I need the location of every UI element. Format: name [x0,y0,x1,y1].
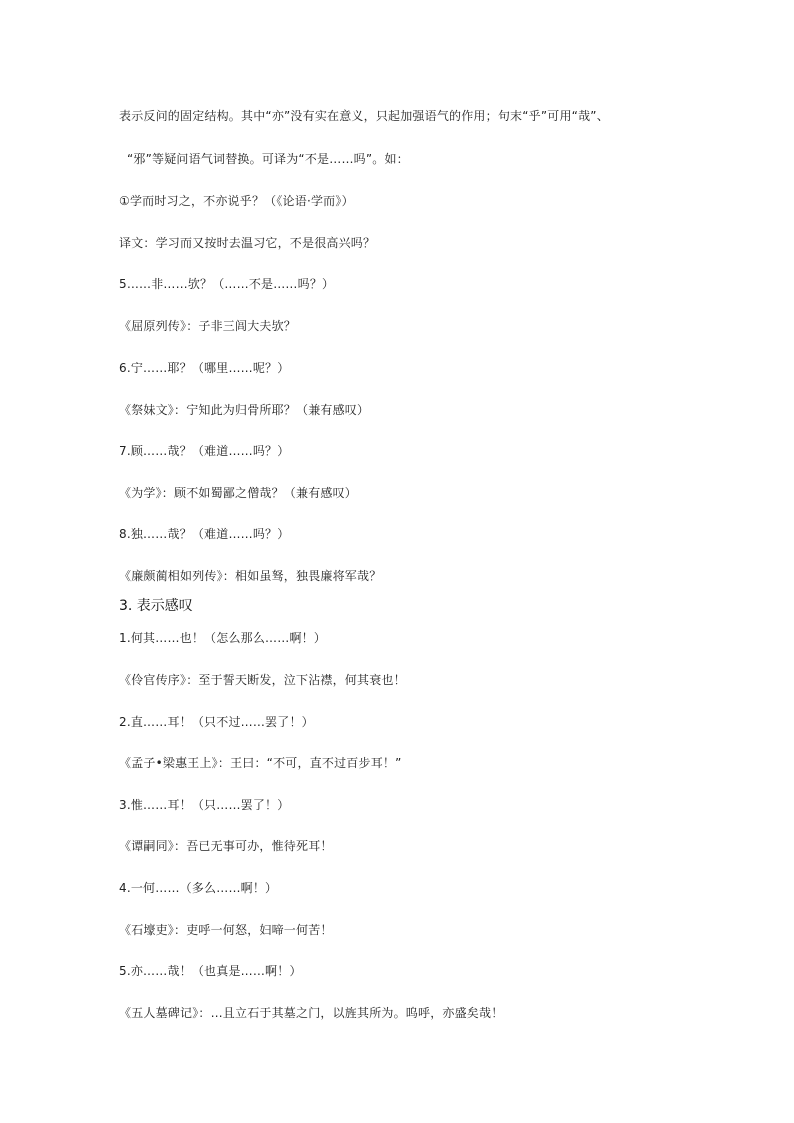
pattern-line: 4.一何……（多么……啊！） [119,881,278,895]
example-line: 《石壕吏》：吏呼一何怒，妇啼一何苦！ [119,923,333,937]
section-heading: 3. 表示感叹 [119,598,193,614]
translation-line: 译文：学习而又按时去温习它，不是很高兴吗？ [119,236,376,250]
pattern-line: 2.直……耳！（只不过……罢了！） [119,715,314,729]
paragraph-line: 表示反问的固定结构。其中“亦”没有实在意义，只起加强语气的作用；句末“乎”可用“哉”、 [119,109,609,123]
example-line: 《五人墓碑记》：…且立石于其墓之门，以旌其所为。呜呼，亦盛矣哉！ [119,1006,504,1020]
pattern-line: 6.宁……耶？（哪里……呢？） [119,361,290,375]
pattern-line: 8.独……哉？（难道……吗？） [119,527,290,541]
pattern-line: 7.顾……哉？（难道……吗？） [119,444,290,458]
example-line: 《廉颇蔺相如列传》：相如虽驽，独畏廉将军哉？ [119,569,382,583]
example-line: 《屈原列传》：子非三闾大夫欤？ [119,319,297,333]
paragraph-line: “邪”等疑问语气词替换。可译为“不是……吗”。如： [127,152,409,166]
example-line: 《为学》：顾不如蜀鄙之僧哉？（兼有感叹） [119,486,358,500]
pattern-line: 5……非……欤？（……不是……吗？） [119,277,335,291]
pattern-line: 1.何其……也！（怎么那么……啊！） [119,631,327,645]
example-line: 《伶官传序》：至于誓天断发，泣下沾襟，何其衰也！ [119,673,406,687]
example-line: 《祭妹文》：宁知此为归骨所耶？（兼有感叹） [119,403,370,417]
example-line: ①学而时习之，不亦说乎？（《论语·学而》） [119,194,354,208]
pattern-line: 3.惟……耳！（只……罢了！） [119,798,290,812]
pattern-line: 5.亦……哉！（也真是……啊！） [119,964,302,978]
example-line: 《孟子•梁惠王上》：王曰：“不可，直不过百步耳！” [119,756,402,770]
example-line: 《谭嗣同》：吾已无事可办，惟待死耳！ [119,839,333,853]
